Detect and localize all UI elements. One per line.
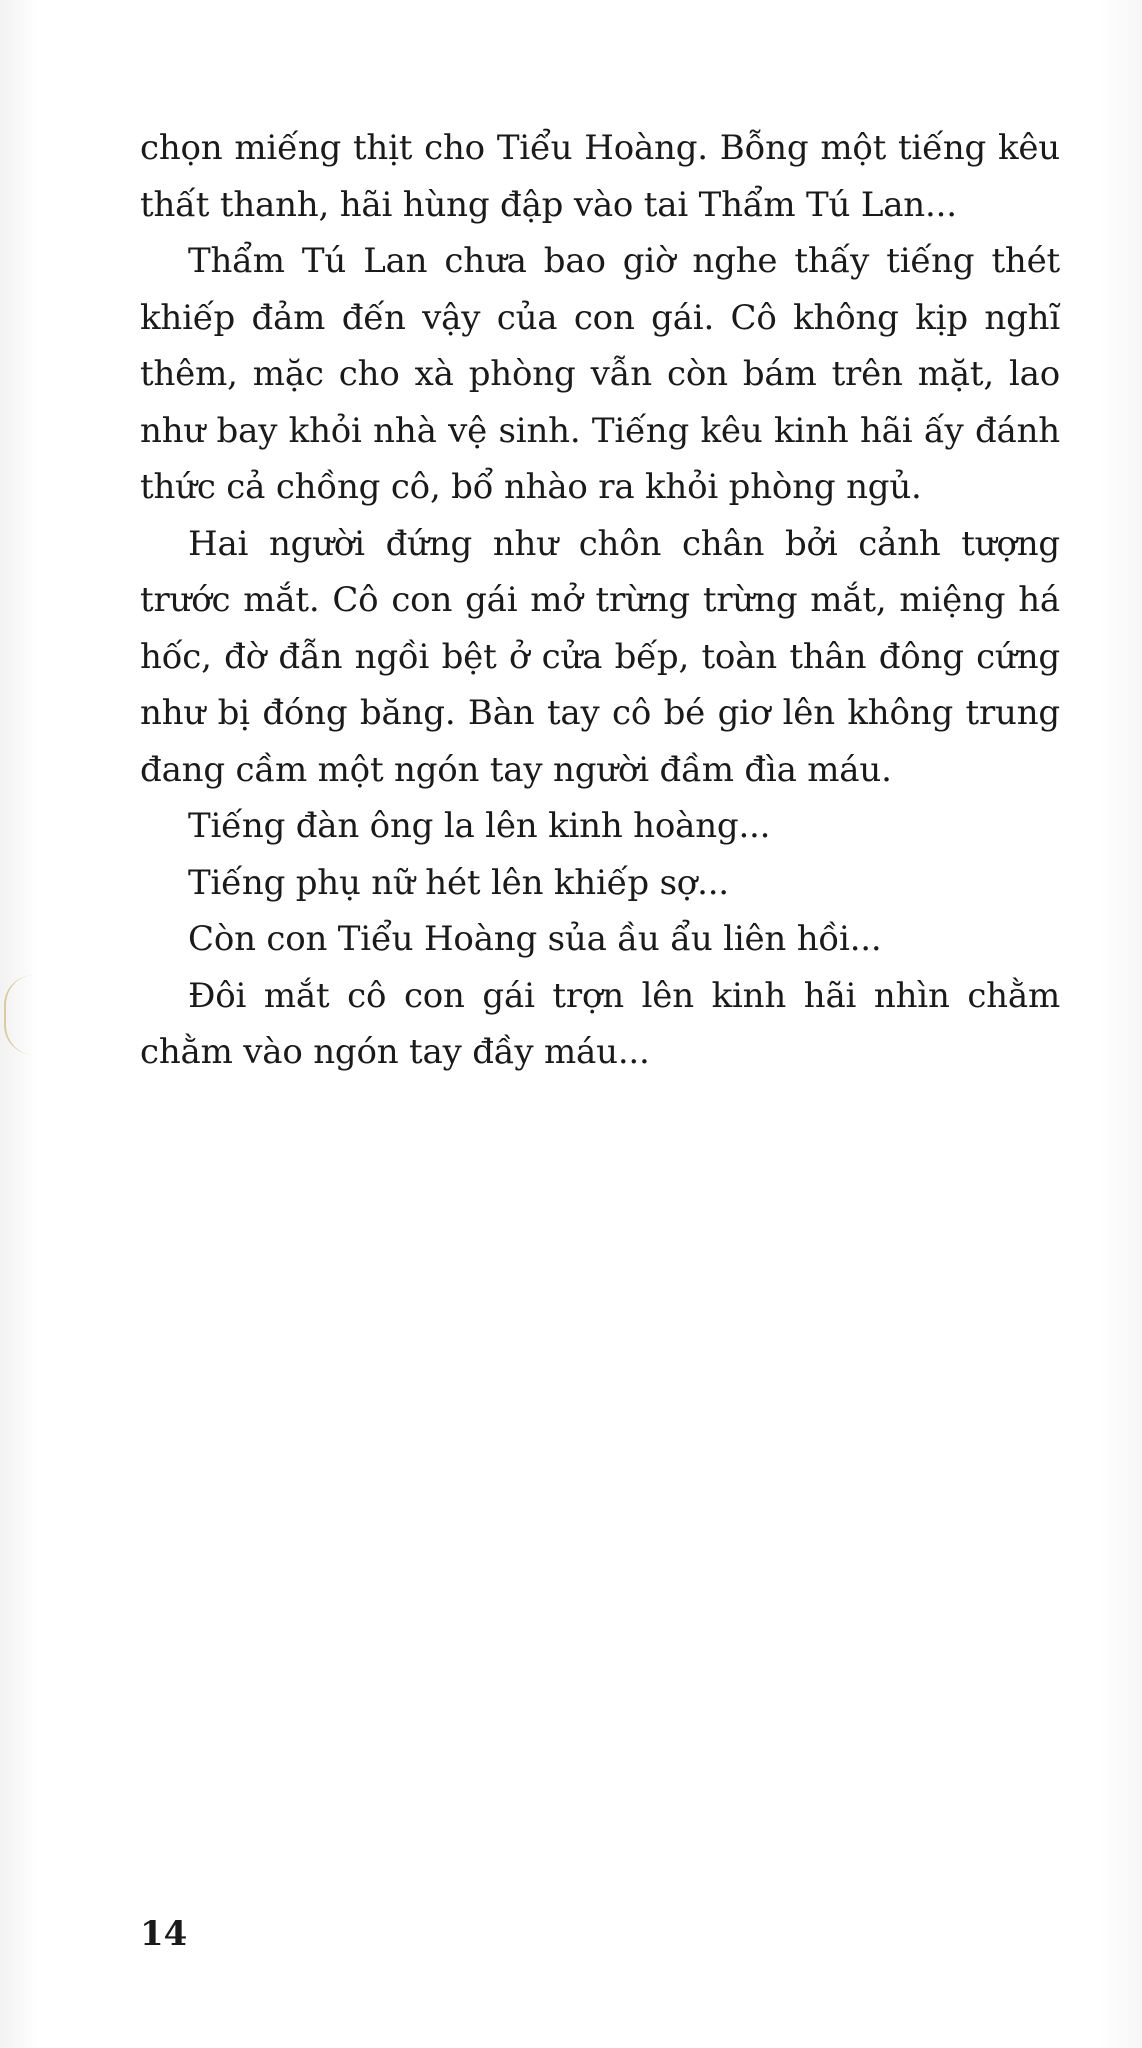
paragraph-6: Còn con Tiểu Hoàng sủa ầu ẩu liên hồi... [188, 919, 882, 959]
body-text [140, 120, 1060, 1081]
paragraph-2: Thẩm Tú Lan chưa bao giờ nghe thấy tiếng thét khiếp đảm đến vậy của con gái. Cô không kịp nghĩ thêm, mặc cho xà phòng vẫn còn bám trên mặt, lao như bay khỏi nhà vệ sinh. Tiếng kêu kinh hãi ấy đánh thức cả chồng cô, bổ nhào ra khỏi phòng ngủ. [140, 241, 1060, 507]
paragraph-1: chọn miếng thịt cho Tiểu Hoàng. Bỗng một tiếng kêu thất thanh, hãi hùng đập vào tai Thẩm Tú Lan... [140, 128, 1060, 225]
paragraph-3: Hai người đứng như chôn chân bởi cảnh tượng trước mắt. Cô con gái mở trừng trừng mắt, miệng há hốc, đờ đẫn ngồi bệt ở cửa bếp, toàn thân đông cứng như bị đóng băng. Bàn tay cô bé giơ lên không trung đang cầm một ngón tay người đầm đìa máu. [140, 523, 1060, 790]
paragraph-4: Tiếng đàn ông la lên kinh hoàng... [188, 806, 771, 846]
paragraph-7: Đôi mắt cô con gái trợn lên kinh hãi nhìn chằm chằm vào ngón tay đầy máu... [140, 975, 1060, 1072]
show-through-text [140, 1050, 1040, 1870]
paragraph-5: Tiếng phụ nữ hét lên khiếp sợ... [188, 862, 729, 903]
page-edge-mark [4, 975, 34, 1055]
page-number: 14 [140, 1914, 188, 1954]
